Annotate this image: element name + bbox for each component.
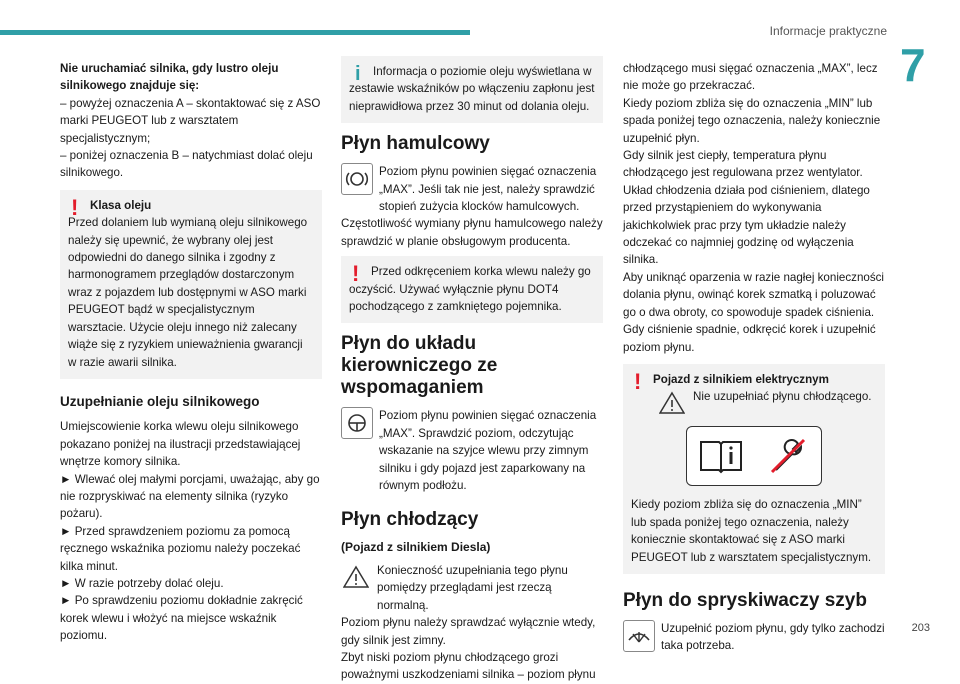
coolant-cont-p6: Gdy ciśnienie spadnie, odkręcić korek i uzupełnić poziom płynu.	[623, 323, 876, 354]
steering-wheel-icon	[341, 407, 373, 439]
brake-fluid-row	[341, 163, 603, 215]
info-icon: i	[355, 63, 361, 85]
intro-title: Nie uruchamiać silnika, gdy lustro oleju silnikowego znajduje się:	[60, 62, 279, 93]
oil-refill-p5: ► Po sprawdzeniu poziomu dokładnie zakręcić korek wlewu i włożyć na miejsce wskaźnik poziomu.	[60, 594, 303, 643]
steering-fluid-title: Płyn do układu kierowniczego ze wspomaganiem	[341, 333, 498, 399]
warning-title: Klasa oleju	[90, 198, 152, 212]
ev-text-2: Kiedy poziom zbliża się do oznaczenia „MIN” lub spada poniżej tego oznaczenia, należy koniecznie skontaktować się z ASO marki PEUGEOT lub z warsztatem specjalistycznym.	[631, 498, 872, 564]
coolant-cont-p4: Układ chłodzenia działa pod ciśnieniem, dlatego przed przystąpieniem do wykonywania jakichkolwiek prac przy tym układzie należy odczekać co najmniej godzinę od wyłączenia silnika.	[623, 183, 870, 267]
oil-refill-p3: ► Przed sprawdzeniem poziomu za pomocą ręcznego wskaźnika poziomu należy poczekać kilka minut.	[60, 524, 301, 573]
coolant-text-3: Zbyt niski poziom płynu chłodzącego grozi poważnymi uszkodzeniami silnika – poziom płynu	[341, 650, 596, 682]
brake-warning-text: Przed odkręceniem korka wlewu należy go oczyścić. Używać wyłącznie płynu DOT4 pochodzącego z zamkniętego pojemnika.	[349, 265, 591, 314]
oil-refill-p1: Umiejscowienie korka wlewu oleju silnikowego pokazano poniżej na ilustracji przedstawiającej wnętrze komory silnika.	[60, 420, 301, 469]
oil-refill-p4: ► W razie potrzeby dolać oleju.	[60, 576, 224, 590]
chapter-number: 7	[900, 39, 926, 91]
ev-warning-box	[623, 364, 885, 574]
coolant-row	[341, 562, 603, 614]
washer-fluid-text: Uzupełnić poziom płynu, gdy tylko zachodzi taka potrzeba.	[661, 621, 885, 653]
ev-title: Pojazd z silnikiem elektrycznym	[653, 372, 829, 386]
coolant-cont-p3: Gdy silnik jest ciepły, temperatura płynu chłodzącego jest regulowana przez wentylator.	[623, 149, 863, 180]
column-1	[60, 60, 322, 645]
oil-info-box	[341, 56, 603, 123]
no-tool-icon	[766, 436, 810, 476]
coolant-cont-p1: chłodzącego musi sięgać oznaczenia „MAX”, lecz nie może go przekraczać.	[623, 62, 878, 93]
header-accent-bar	[0, 30, 470, 35]
oil-class-warning	[60, 190, 322, 379]
brake-fluid-text: Poziom płynu powinien sięgać oznaczenia „MAX”. Jeśli tak nie jest, należy sprawdzić stopień zużycia klocków hamulcowych.	[379, 165, 597, 214]
oil-refill-p2: ► Wlewać olej małymi porcjami, uważając, aby go nie rozpryskiwać na elementy silnika (ryzyko pożaru).	[60, 472, 320, 521]
intro-line-2: – poniżej oznaczenia B – natychmiast dolać oleju silnikowego.	[60, 149, 313, 180]
coolant-cont-p2: Kiedy poziom zbliża się do oznaczenia „MIN” lub spada poniżej tego oznaczenia, należy koniecznie uzupełnić płyn.	[623, 96, 881, 145]
brake-fluid-warning	[341, 256, 603, 323]
coolant-text-2: Poziom płynu należy sprawdzać wyłącznie wtedy, gdy silnik jest zimny.	[341, 616, 596, 647]
steering-fluid-text: Poziom płynu powinien sięgać oznaczenia „MAX”. Sprawdzić poziom, odczytując wskazanie na szyjce wlewu przy zimnym silniku i gdy pojazd jest zaparkowany na równym podłożu.	[379, 409, 597, 493]
coolant-subtitle: (Pojazd z silnikiem Diesla)	[341, 539, 491, 554]
brake-fluid-icon	[341, 163, 373, 195]
caution-triangle-icon	[657, 388, 687, 418]
warning-icon: !	[634, 368, 642, 394]
manual-book-icon	[699, 438, 743, 474]
steering-fluid-row	[341, 407, 603, 494]
warning-text: Przed dolaniem lub wymianą oleju silnikowego należy się upewnić, że wybrany olej jest odpowiedni do danego silnika i zgodny z harmonogramem przeglądów dostarczonym wraz z pojazdem lub dostępnymi w ASO marki PEUGEOT bądź w specjalistycznym warsztacie. Użycie oleju innego niż zalecany wiąże się z ryzykiem unieważnienia gwarancji w razie awarii silnika.	[68, 216, 308, 369]
caution-triangle-icon	[341, 562, 371, 592]
column-2	[341, 56, 603, 684]
info-text: Informacja o poziomie oleju wyświetlana w zestawie wskaźników po włączeniu zapłonu jest nieprawidłowa przez 30 minut od dolania oleju.	[349, 65, 595, 113]
header-title: Informacje praktyczne	[769, 24, 887, 38]
ev-row	[631, 388, 877, 418]
warning-icon: !	[352, 261, 360, 287]
intro-line-1: – powyżej oznaczenia A – skontaktować się z ASO marki PEUGEOT lub z warsztatem specjalistycznym;	[60, 96, 321, 145]
ev-text: Nie uzupełniać płynu chłodzącego.	[693, 390, 872, 404]
page-number: 203	[911, 622, 930, 634]
coolant-title: Płyn chłodzący	[341, 508, 479, 530]
coolant-text: Konieczność uzupełniania tego płynu pomiędzy przeglądami jest rzeczą normalną.	[377, 563, 568, 612]
brake-fluid-title: Płyn hamulcowy	[341, 133, 490, 155]
brake-fluid-text-2: Częstotliwość wymiany płynu hamulcowego należy sprawdzić w planie obsługowym producenta.	[341, 217, 603, 248]
column-3	[623, 60, 885, 655]
warning-icon: !	[71, 194, 79, 220]
windscreen-washer-icon	[623, 620, 655, 652]
oil-refill-title: Uzupełnianie oleju silnikowego	[60, 393, 260, 409]
coolant-cont-p5: Aby uniknąć oparzenia w razie nagłej konieczności dolania płynu, owinąć korek szmatką i poluzować go o dwa obroty, co spowoduje spadek ciśnienia.	[623, 270, 885, 319]
washer-fluid-title: Płyn do spryskiwaczy szyb	[623, 589, 867, 611]
washer-fluid-row	[623, 620, 885, 655]
manual-no-tool-illustration	[686, 426, 822, 486]
